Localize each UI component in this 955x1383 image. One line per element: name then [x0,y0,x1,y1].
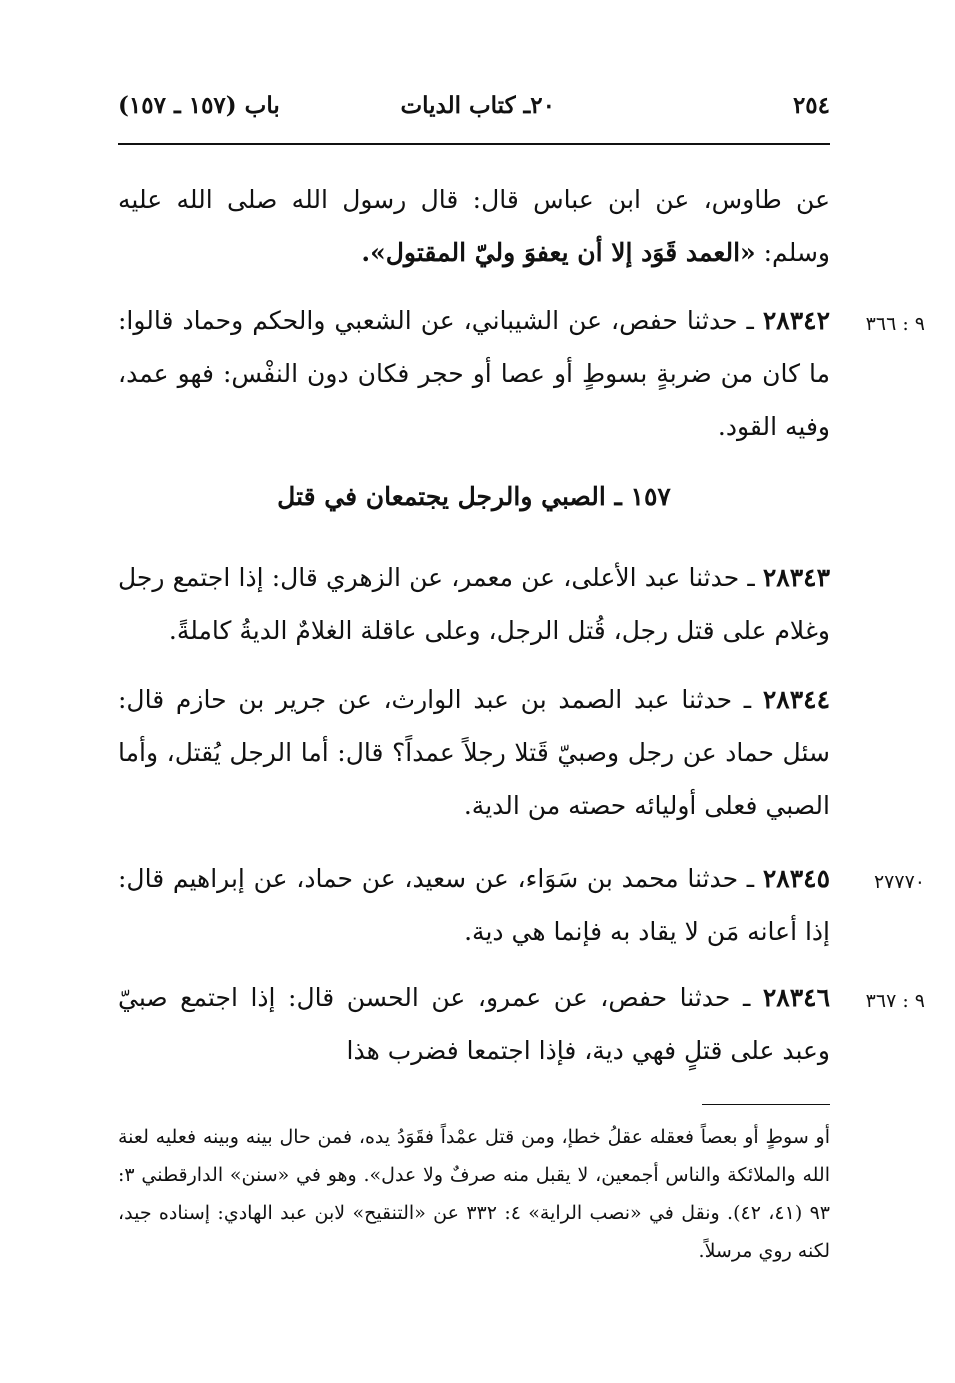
hadith-number: ٢٨٣٤٤ [762,685,830,714]
hadith-28346 [118,971,830,1077]
hadith-28345 [118,852,830,958]
header-divider [118,143,830,145]
hadith-28344 [118,673,830,832]
hadith-text: ـ حدثنا محمد بن سَوَاء، عن سعيد، عن حماد، عن إبراهيم قال: إذا أعانه مَن لا يقاد به فإنما هي دية. [118,864,830,946]
footnote-text: أو سوطٍ أو بعصاً فعقله عقلُ خطإ، ومن قتل عمْداً فقَوَدُ يده، فمن حال بينه وبينه فعليه لعنة الله والملائكة والناس أجمعين، لا يقبل منه صرفٌ ولا عدل». وهو في «سنن» الدارقطني ٣: ٩٣ (٤١، ٤٢). ونقل في «نصب الراية» ٤: ٣٣٢ عن «التنقيح» لابن عبد الهادي: إسناده جيد، لكنه روي مرسلاً. [118,1126,831,1262]
section-heading: ١٥٧ ـ الصبي والرجل يجتمعان في قتل [277,482,671,511]
margin-reference: ٩ : ٣٦٦ [865,313,925,335]
running-header [118,92,830,132]
hadith-text: ـ حدثنا حفص، عن عمرو، عن الحسن قال: إذا اجتمع صبيّ وعبد على قتلٍ فهي دية، فإذا اجتمعا فضرب هذا [118,983,830,1065]
book-title: ٢٠ـ كتاب الديات [400,92,555,119]
margin-reference: ٩ : ٣٦٧ [865,990,925,1012]
margin-reference: ٢٧٧٧٠ [873,871,925,893]
continued-hadith [118,173,830,279]
paragraph [118,971,830,1077]
paragraph [118,673,830,832]
footnote [118,1118,830,1270]
paragraph [118,852,830,958]
quoted-saying: «العمد قَوَد إلا أن يعفوَ وليّ المقتول». [361,238,756,267]
hadith-number: ٢٨٣٤٢ [762,306,830,335]
hadith-number: ٢٨٣٤٦ [762,983,830,1012]
hadith-number: ٢٨٣٤٣ [762,563,830,592]
hadith-text: ـ حدثنا عبد الأعلى، عن معمر، عن الزهري قال: إذا اجتمع رجل وغلام على قتل رجل، قُتل الرجل، وعلى عاقلة الغلامٌ الديةُ كاملةً. [118,563,830,645]
hadith-number: ٢٨٣٤٥ [762,864,830,893]
paragraph [118,551,830,657]
chapter-range: باب (١٥٧ ـ ١٥٧) [118,92,280,119]
paragraph [118,173,830,279]
hadith-28342 [118,294,830,453]
footnote-divider [702,1104,830,1105]
paragraph-text: عن طاوس، عن ابن عباس قال: قال رسول الله صلى الله عليه وسلم: [118,185,830,267]
hadith-text: ـ حدثنا عبد الصمد بن عبد الوارث، عن جرير بن حازم قال: سئل حماد عن رجل وصبيّ قَتلا رجلاً عمداً؟ قال: أما الرجل يُقتل، وأما الصبي فعلى أوليائه حصته من الدية. [118,685,830,820]
hadith-28343 [118,551,830,657]
paragraph [118,294,830,453]
page-number: ٢٥٤ [792,92,830,119]
hadith-text: ـ حدثنا حفص، عن الشيباني، عن الشعبي والحكم وحماد قالوا: ما كان من ضربةٍ بسوطٍ أو عصا أو حجر فكان دون النفْس: فهو عمد، وفيه القود. [118,306,830,441]
